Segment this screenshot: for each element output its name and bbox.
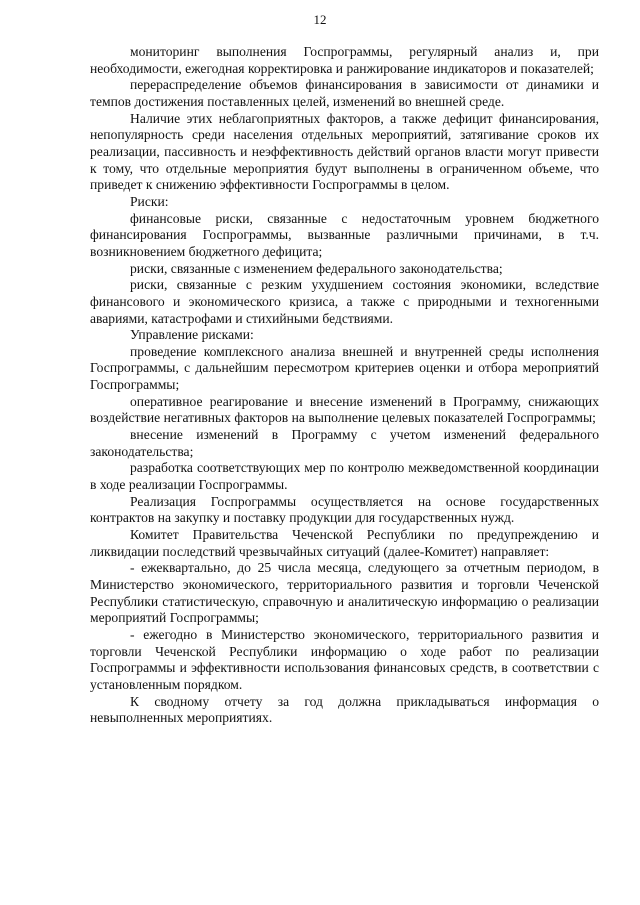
heading-risks: Риски: (130, 193, 169, 209)
paragraph-operative-response: оперативное реагирование и внесение изменений в Программу, снижающих воздействие негативных факторов на выполнение целевых показателей Госпрограммы; (90, 393, 599, 426)
paragraph-economy-risks: риски, связанные с резким ухудшением состояния экономики, вследствие финансового и экономического кризиса, а также с природными и техногенными авариями, катастрофами и стихийными бедствиями. (90, 277, 599, 326)
heading-risk-management: Управление рисками: (130, 327, 254, 343)
paragraph-summary-report: К сводному отчету за год должна прикладываться информация о невыполненных мероприятиях. (90, 693, 599, 726)
paragraph-analysis: проведение комплексного анализа внешней и внутренней среды исполнения Госпрограммы, с дальнейшим пересмотром критериев оценки и отбора мероприятий Госпрограммы; (90, 343, 599, 393)
paragraph-quarterly-report: - ежеквартально, до 25 числа месяца, следующего за отчетным периодом, в Министерство экономического, территориального развития и торговли Чеченской Республики статистическую, справочную и аналитическую информацию о реализации мероприятий Госпрограммы; (90, 560, 599, 626)
paragraph-legislation-risks: риски, связанные с изменением федерального законодательства; (130, 260, 503, 276)
paragraph-unfavorable-factors: Наличие этих неблагоприятных факторов, а также дефицит финансирования, непопулярность среди населения отдельных мероприятий, затягивание сроков их реализации, пассивность и неэффективность действий органов власти могут привести к тому, что отдельные мероприятия будут выполнены в ограниченном объеме, что приведет к снижению эффективности Госпрограммы в целом. (90, 110, 599, 193)
paragraph-financial-risks: финансовые риски, связанные с недостаточным уровнем бюджетного финансирования Госпрограммы, вызванные различными причинами, в т.ч. возникновением бюджетного дефицита; (90, 210, 599, 259)
paragraph-amendments: внесение изменений в Программу с учетом изменений федерального законодательства; (90, 427, 599, 459)
document-body (90, 44, 599, 727)
paragraph-redistribution: перераспределение объемов финансирования в зависимости от динамики и темпов достижения поставленных целей, изменений во внешней среде. (90, 77, 599, 109)
paragraph-contracts: Реализация Госпрограммы осуществляется на основе государственных контрактов на закупку и поставку продукции для государственных нужд. (90, 493, 599, 526)
paragraph-annual-report: - ежегодно в Министерство экономического, территориального развития и торговли Чеченской Республики информацию о ходе работ по реализации Госпрограммы и эффективности использования финансовых средств, в соответствии с установленным порядком. (90, 626, 599, 692)
paragraph-monitoring: мониторинг выполнения Госпрограммы, регулярный анализ и, при необходимости, ежегодная корректировка и ранжирование индикаторов и показателей; (90, 44, 599, 76)
page-number: 12 (313, 12, 327, 27)
paragraph-coordination: разработка соответствующих мер по контролю межведомственной координации в ходе реализации Госпрограммы. (90, 460, 599, 493)
paragraph-committee: Комитет Правительства Чеченской Республики по предупреждению и ликвидации последствий чрезвычайных ситуаций (далее-Комитет) направляет: (90, 527, 599, 559)
